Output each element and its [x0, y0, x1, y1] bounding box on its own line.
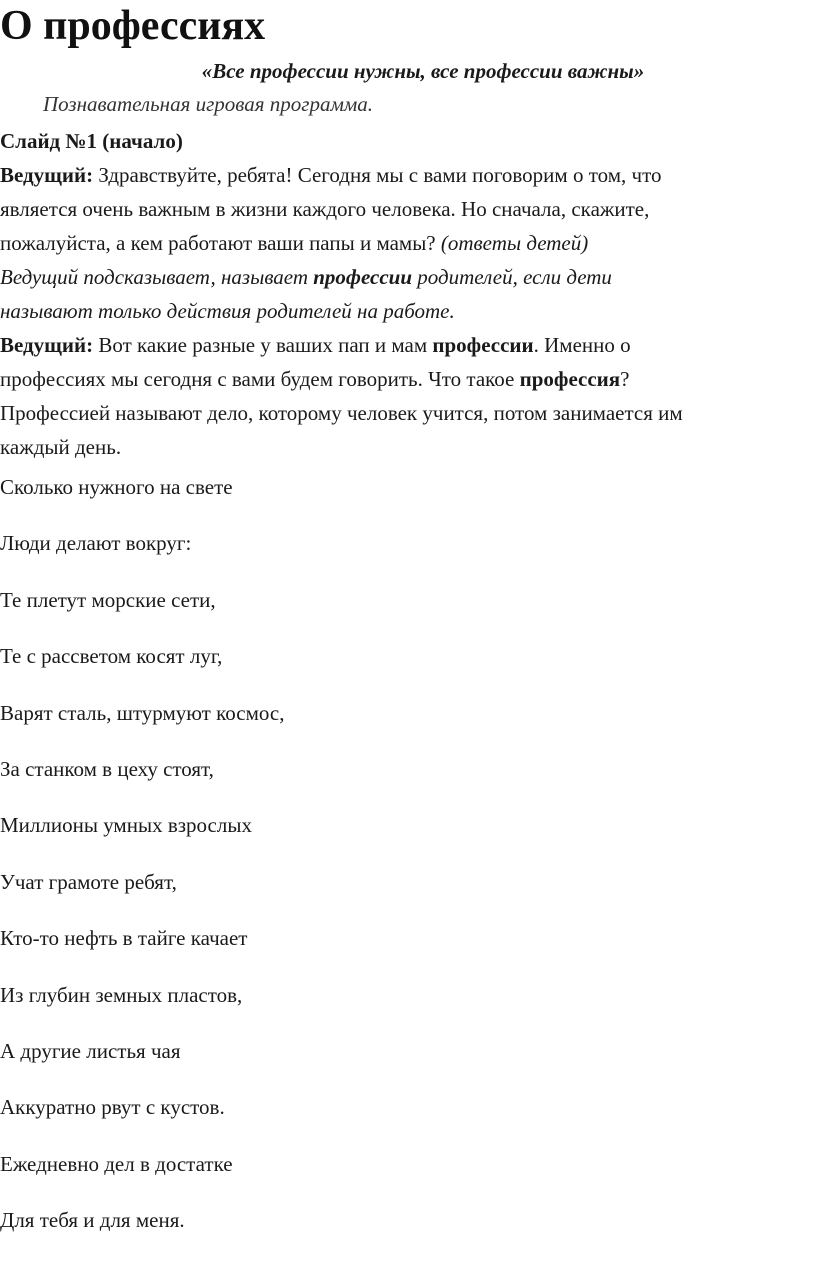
paragraph-hint	[0, 260, 816, 328]
poem-line: Люди делают вокруг:	[0, 531, 192, 556]
program-description: Познавательная игровая программа.	[43, 92, 374, 116]
paragraph-text: является очень важным в жизни каждого человека. Но сначала, скажите,	[0, 197, 650, 221]
poem-line: Варят сталь, штурмуют космос,	[0, 700, 285, 725]
document-title: О профессиях	[0, 3, 266, 49]
paragraph-host-greeting	[0, 158, 816, 260]
poem-line: Для тебя и для меня.	[0, 1208, 185, 1233]
hint-emphasis: профессии	[313, 265, 413, 289]
poem-line: Аккуратно рвут с кустов.	[0, 1095, 225, 1120]
document-subtitle: «Все профессии нужны, все профессии важны»	[201, 59, 645, 83]
poem-line: За станком в цеху стоят,	[0, 756, 214, 781]
poem-line: Ежедневно дел в достатке	[0, 1151, 233, 1176]
paragraph-text: пожалуйста, а кем работают ваши папы и мамы?	[0, 231, 441, 255]
paragraph-text: Профессией называют дело, которому человек учится, потом занимается им	[0, 401, 683, 425]
poem-line: Миллионы умных взрослых	[0, 813, 252, 838]
poem-line: А другие листья чая	[0, 1038, 181, 1063]
hint-text: родителей, если дети	[412, 265, 612, 289]
poem-line: Сколько нужного на свете	[0, 475, 233, 499]
hint-text: Ведущий подсказывает, называет	[0, 265, 314, 289]
emphasis-word: профессия	[519, 367, 621, 391]
poem-line: Кто-то нефть в тайге качает	[0, 926, 248, 951]
poem	[0, 472, 284, 1261]
paragraph-text: Вот какие разные у ваших пап и мам	[93, 333, 433, 357]
paragraph-text: профессиях мы сегодня с вами будем говорить. Что такое	[0, 367, 520, 391]
slide-heading: Слайд №1 (начало)	[0, 129, 183, 153]
paragraph-text: ?	[620, 367, 630, 391]
hint-text: называют только действия родителей на работе.	[0, 299, 455, 323]
poem-line: Из глубин земных пластов,	[0, 982, 243, 1007]
speaker-label: Ведущий:	[0, 163, 94, 187]
stage-direction: (ответы детей)	[440, 231, 589, 255]
paragraph-text: Здравствуйте, ребята! Сегодня мы с вами поговорим о том, что	[93, 163, 662, 187]
poem-line: Те с рассветом косят луг,	[0, 644, 223, 669]
poem-line: Те плетут морские сети,	[0, 587, 216, 612]
emphasis-word: профессии	[432, 333, 534, 357]
paragraph-text: каждый день.	[0, 435, 122, 459]
poem-line: Учат грамоте ребят,	[0, 869, 177, 894]
body-text	[0, 124, 816, 464]
paragraph-text: . Именно о	[533, 333, 631, 357]
speaker-label: Ведущий:	[0, 333, 94, 357]
paragraph-professions	[0, 328, 816, 464]
